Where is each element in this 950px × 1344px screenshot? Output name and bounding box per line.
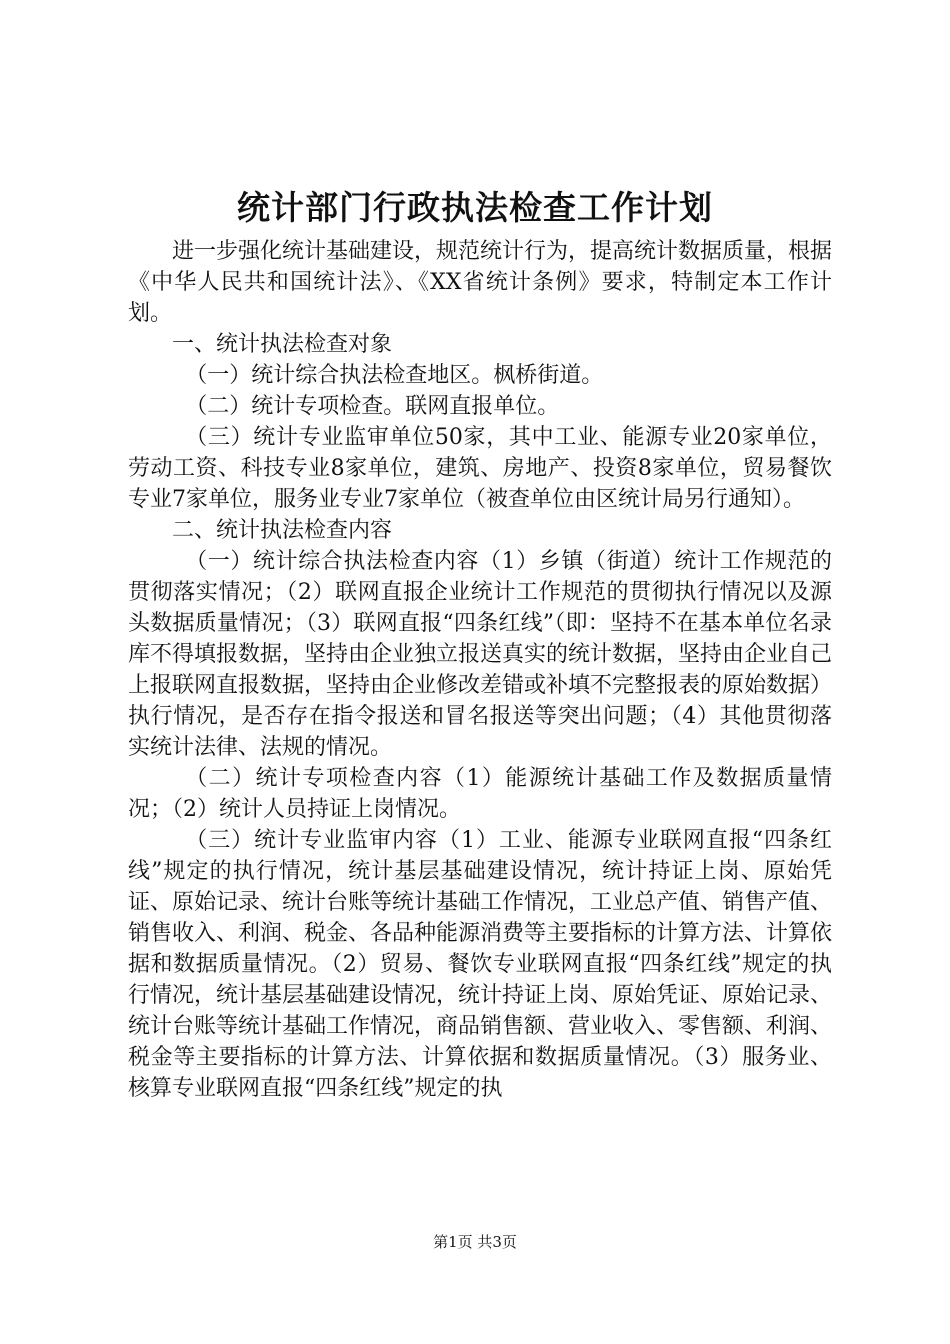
intro-paragraph: 进一步强化统计基础建设，规范统计行为，提高统计数据质量，根据《中华人民共和国统计法》、《XX省统计条例》要求，特制定本工作计划。	[128, 239, 833, 326]
document-body	[128, 236, 832, 1104]
paragraph-1-3: （三）统计专业监审单位50家，其中工业、能源专业20家单位，劳动工资、科技专业8家单位，建筑、房地产、投资8家单位，贸易餐饮专业7家单位，服务业专业7家单位（被查单位由区统计局另行通知）。	[128, 425, 832, 512]
section-heading-1: 一、统计执法检查对象	[172, 332, 393, 357]
paragraph-2-2: （二）统计专项检查内容（1）能源统计基础工作及数据质量情况；（2）统计人员持证上岗情况。	[128, 766, 832, 822]
paragraph-2-3: （三）统计专业监审内容（1）工业、能源专业联网直报“四条红线”规定的执行情况，统计基层基础建设情况，统计持证上岗、原始凭证、原始记录、统计台账等统计基础工作情况，工业总产值、销售产值、销售收入、利润、税金、各品种能源消费等主要指标的计算方法、计算依据和数据质量情况。（2）贸易、餐饮专业联网直报“四条红线”规定的执行情况，统计基层基础建设情况，统计持证上岗、原始凭证、原始记录、统计台账等统计基础工作情况，商品销售额、营业收入、零售额、利润、税金等主要指标的计算方法、计算依据和数据质量情况。（3）服务业、核算专业联网直报“四条红线”规定的执	[128, 828, 833, 1101]
page-number-footer: 第1页 共3页	[433, 1233, 517, 1251]
section-heading-2: 二、统计执法检查内容	[172, 518, 393, 543]
document-title: 统计部门行政执法检查工作计划	[237, 188, 713, 227]
paragraph-1-1: （一）统计综合执法检查地区。枫桥街道。	[185, 363, 604, 388]
paragraph-1-2: （二）统计专项检查。联网直报单位。	[185, 394, 560, 419]
paragraph-2-1: （一）统计综合执法检查内容（1）乡镇（街道）统计工作规范的贯彻落实情况；（2）联网直报企业统计工作规范的贯彻执行情况以及源头数据质量情况；（3）联网直报“四条红线”（即：坚持不在基本单位名录库不得填报数据，坚持由企业独立报送真实的统计数据，坚持由企业自己上报联网直报数据，坚持由企业修改差错或补填不完整报表的原始数据）执行情况，是否存在指令报送和冒名报送等突出问题；（4）其他贯彻落实统计法律、法规的情况。	[128, 549, 833, 760]
